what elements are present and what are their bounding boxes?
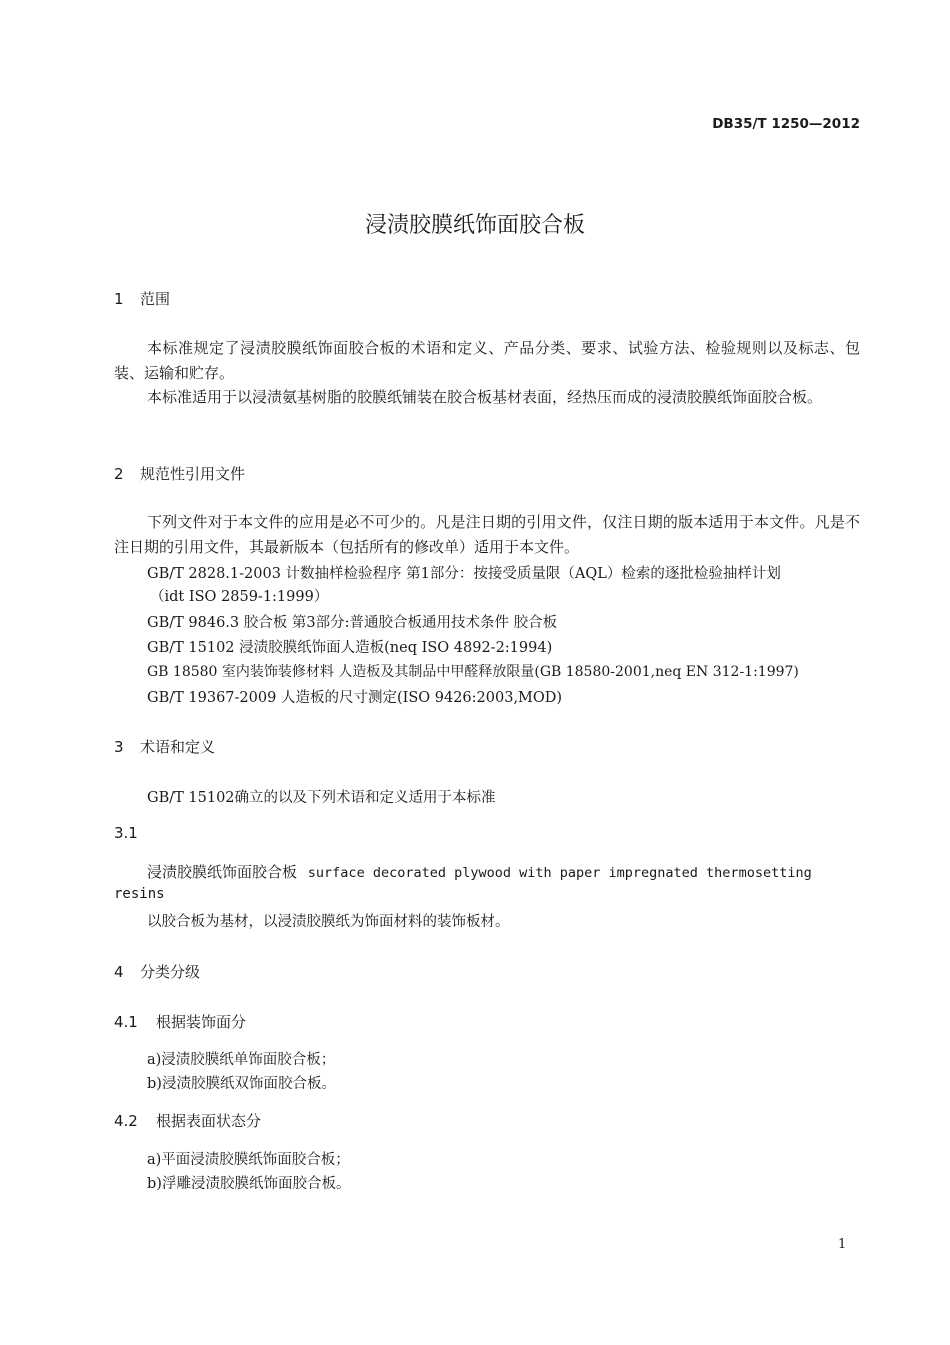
section-heading-4 — [114, 961, 200, 982]
reference-item: GB/T 9846.3 胶合板 第3部分:普通胶合板通用技术条件 胶合板 — [147, 615, 558, 631]
section-title: 术语和定义 — [140, 738, 216, 756]
reference-item: GB/T 15102 浸渍胶膜纸饰面人造板(neq ISO 4892-2:1994) — [147, 640, 553, 656]
subsection-title: 根据表面状态分 — [156, 1112, 262, 1130]
subsection-heading-4-1 — [114, 1011, 246, 1032]
reference-item: GB 18580 室内装饰装修材料 人造板及其制品中甲醛释放限量(GB 18580-2001,neq EN 312-1:1997) — [147, 664, 799, 680]
term-english: surface decorated plywood with paper impregnated thermosetting — [307, 865, 812, 881]
section-title: 范围 — [140, 290, 171, 308]
subsection-number: 4.1 — [114, 1013, 138, 1031]
standard-code: DB35/T 1250—2012 — [712, 116, 860, 132]
section-number: 4 — [114, 963, 124, 981]
paragraph: 下列文件对于本文件的应用是必不可少的。凡是注日期的引用文件，仅注日期的版本适用于本文件。凡是不注日期的引用文件，其最新版本（包括所有的修改单）适用于本文件。 — [114, 513, 860, 556]
term-definition: 以胶合板为基材，以浸渍胶膜纸为饰面材料的装饰板材。 — [147, 914, 510, 930]
term-english-continuation: resins — [114, 886, 165, 902]
reference-item: GB/T 2828.1-2003 计数抽样检验程序 第1部分：按接受质量限（AQL）检索的逐批检验抽样计划 — [147, 566, 781, 582]
list-item: a)浸渍胶膜纸单饰面胶合板； — [147, 1052, 336, 1068]
paragraph: 本标准规定了浸渍胶膜纸饰面胶合板的术语和定义、产品分类、要求、试验方法、检验规则以及标志、包装、运输和贮存。 — [114, 339, 860, 382]
section-number: 3 — [114, 738, 124, 756]
section-number: 1 — [114, 290, 124, 308]
subsection-heading-4-2 — [114, 1110, 261, 1131]
page-title: 浸渍胶膜纸饰面胶合板 — [364, 213, 585, 238]
section-heading-3 — [114, 736, 215, 757]
paragraph: GB/T 15102确立的以及下列术语和定义适用于本标准 — [147, 790, 496, 806]
list-item: a)平面浸渍胶膜纸饰面胶合板； — [147, 1152, 350, 1168]
page-number: 1 — [838, 1237, 847, 1252]
reference-item: GB/T 19367-2009 人造板的尺寸测定(ISO 9426:2003,MOD) — [147, 690, 563, 706]
list-item: b)浮雕浸渍胶膜纸饰面胶合板。 — [147, 1176, 351, 1192]
subsection-title: 根据装饰面分 — [156, 1013, 247, 1031]
subsection-number: 3.1 — [114, 824, 138, 842]
section-heading-2 — [114, 463, 245, 484]
reference-item-continuation: （idt ISO 2859-1:1999） — [150, 589, 329, 605]
section-title: 规范性引用文件 — [140, 465, 246, 483]
section-title: 分类分级 — [140, 963, 201, 981]
section-heading-1 — [114, 288, 170, 309]
section-number: 2 — [114, 465, 124, 483]
term-chinese: 浸渍胶膜纸饰面胶合板 — [147, 863, 298, 881]
list-item: b)浸渍胶膜纸双饰面胶合板。 — [147, 1076, 336, 1092]
term-entry — [147, 861, 812, 882]
paragraph: 本标准适用于以浸渍氨基树脂的胶膜纸铺装在胶合板基材表面，经热压而成的浸渍胶膜纸饰面胶合板。 — [147, 388, 823, 406]
subsection-number: 4.2 — [114, 1112, 138, 1130]
